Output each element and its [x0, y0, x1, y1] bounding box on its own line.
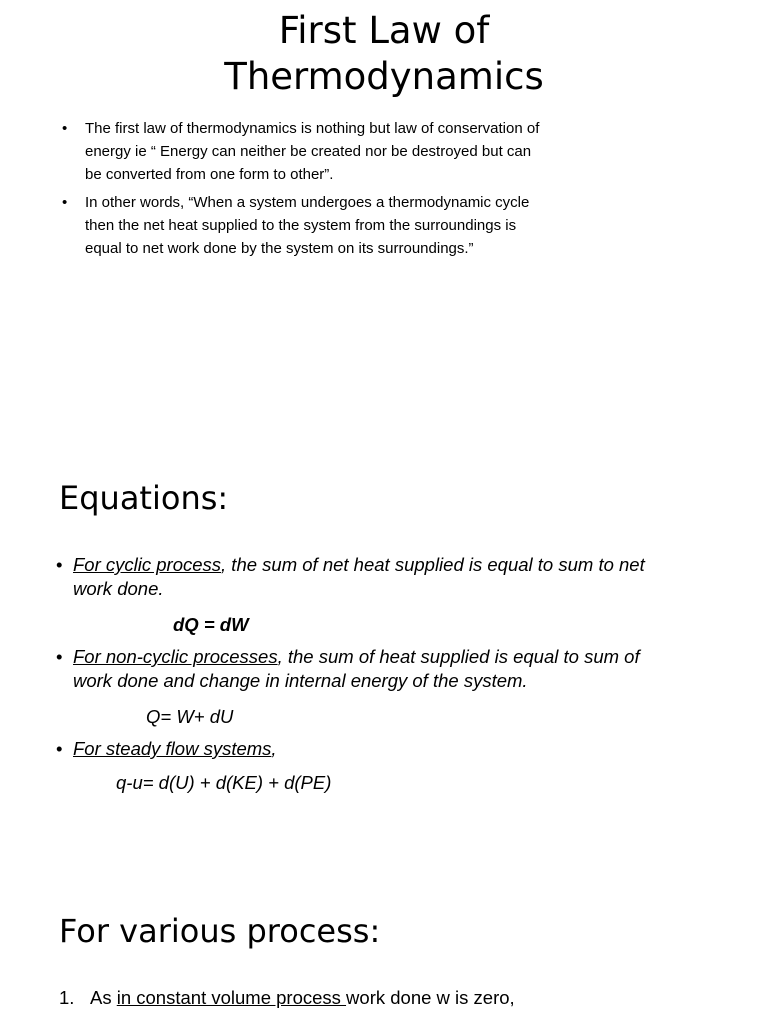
title-line-1: First Law of: [278, 9, 490, 52]
title-line-2: Thermodynamics: [224, 55, 544, 98]
process-list: [59, 986, 515, 1010]
definition-item: [60, 117, 660, 186]
definition-list: [60, 117, 660, 265]
process-label: For cyclic process: [73, 554, 222, 575]
text-line: The first law of thermodynamics is nothing but law of conservation of: [85, 120, 540, 137]
process-text: , the sum of net heat supplied is equal to sum to net: [221, 554, 645, 575]
bullet-icon: •: [56, 554, 63, 575]
formula-spacer: [56, 601, 746, 645]
process-label: For steady flow systems: [73, 738, 272, 759]
item-prefix: As: [90, 987, 117, 1008]
bullet-icon: •: [56, 646, 63, 667]
equation-item-steady-flow: [56, 737, 746, 761]
process-text: ,: [271, 738, 277, 759]
formula-steady-flow: q-u= d(U) + d(KE) + d(PE): [116, 772, 332, 793]
text-line: In other words, “When a system undergoes a thermodynamic cycle: [85, 194, 530, 211]
text-line: be converted from one form to other”.: [85, 166, 334, 183]
bullet-icon: •: [56, 738, 63, 759]
bullet-icon: •: [62, 120, 68, 137]
text-line: [73, 645, 746, 669]
item-number: 1.: [59, 987, 75, 1008]
process-text: , the sum of heat supplied is equal to sum of: [277, 646, 640, 667]
equation-item-cyclic: [56, 553, 746, 601]
text-line: [73, 737, 746, 761]
definition-item: [60, 191, 660, 260]
text-line: then the net heat supplied to the system from the surroundings is: [85, 217, 517, 234]
formula-non-cyclic: Q= W+ dU: [146, 706, 234, 727]
equation-item-non-cyclic: [56, 645, 746, 693]
process-heading: For various process:: [59, 912, 381, 950]
equations-list: [56, 553, 746, 761]
text-line: equal to net work done by the system on its surroundings.”: [85, 240, 474, 257]
process-item: [59, 986, 515, 1010]
process-text: work done.: [73, 578, 164, 599]
item-suffix: work done w is zero,: [346, 987, 515, 1008]
slide-title: [0, 8, 768, 100]
text-line: energy ie “ Energy can neither be created nor be destroyed but can: [85, 143, 532, 160]
process-label: For non-cyclic processes: [73, 646, 278, 667]
item-underlined: in constant volume process: [116, 987, 347, 1008]
text-line: [73, 553, 746, 577]
process-text: work done and change in internal energy of the system.: [73, 670, 528, 691]
formula-cyclic: dQ = dW: [173, 614, 249, 635]
bullet-icon: •: [62, 194, 68, 211]
equations-heading: Equations:: [59, 479, 229, 517]
